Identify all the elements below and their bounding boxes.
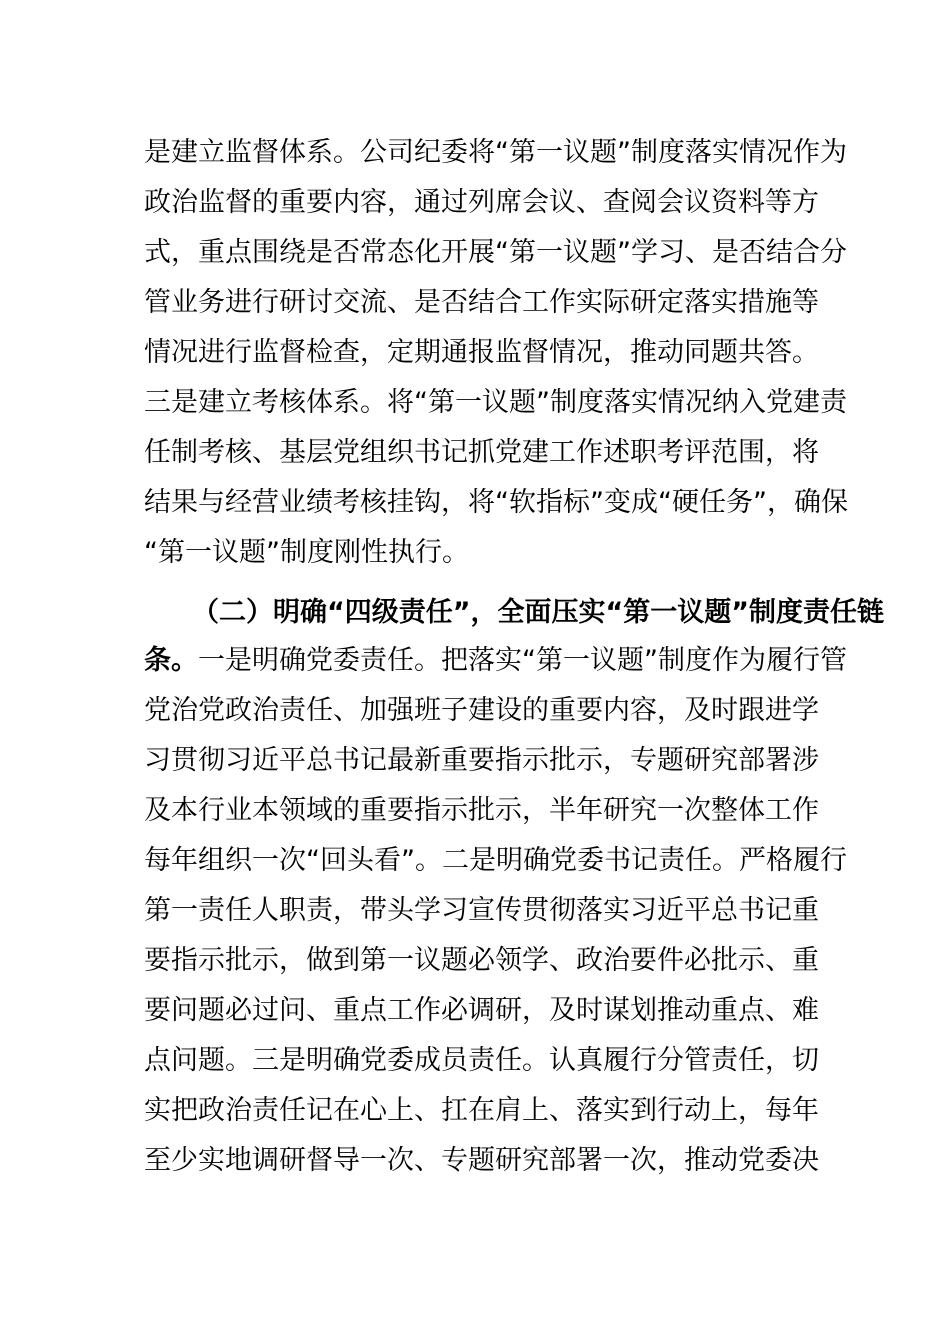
text-line: 实把政治责任记在心上、扛在肩上、落实到行动上，每年: [144, 1095, 819, 1126]
text-line: 任制考核、基层党组织书记抓党建工作述职考评范围，将: [144, 437, 819, 468]
text-span: 一是明确党委责任。把落实“第一议题”制度作为履行管: [198, 645, 847, 676]
text-line: 党治党政治责任、加强班子建设的重要内容，及时跟进学: [144, 695, 819, 726]
text-line: “第一议题”制度刚性执行。: [144, 537, 469, 568]
text-line: 管业务进行研讨交流、是否结合工作实际研定落实措施等: [144, 287, 819, 318]
text-line: 结果与经营业绩考核挂钩，将“软指标”变成“硬任务”，确保: [144, 487, 848, 518]
text-line: 三是建立考核体系。将“第一议题”制度落实情况纳入党建责: [144, 387, 847, 418]
text-line: 及本行业本领域的重要指示批示，半年研究一次整体工作: [144, 795, 819, 826]
text-line: 是建立监督体系。公司纪委将“第一议题”制度落实情况作为: [144, 137, 847, 168]
text-line: 要问题必过问、重点工作必调研，及时谋划推动重点、难: [144, 995, 819, 1026]
text-line: 每年组织一次“回头看”。二是明确党委书记责任。严格履行: [144, 845, 847, 876]
text-line: 点问题。三是明确党委成员责任。认真履行分管责任，切: [144, 1045, 819, 1076]
text-line: 第一责任人职责，带头学习宣传贯彻落实习近平总书记重: [144, 895, 819, 926]
text-line: [144, 636, 847, 686]
text-line: 式，重点围绕是否常态化开展“第一议题”学习、是否结合分: [144, 237, 847, 268]
section-heading: （二）明确“四级责任”，全面压实“第一议题”制度责任链: [192, 597, 884, 628]
section-heading-end: 条。: [144, 645, 198, 676]
text-line: 至少实地调研督导一次、专题研究部署一次，推动党委决: [144, 1145, 819, 1176]
text-line: 要指示批示，做到第一议题必领学、政治要件必批示、重: [144, 945, 819, 976]
text-line: 情况进行监督检查，定期通报监督情况，推动同题共答。: [144, 337, 819, 368]
text-line: 习贯彻习近平总书记最新重要指示批示，专题研究部署涉: [144, 745, 819, 776]
text-line: 政治监督的重要内容，通过列席会议、查阅会议资料等方: [144, 187, 819, 218]
